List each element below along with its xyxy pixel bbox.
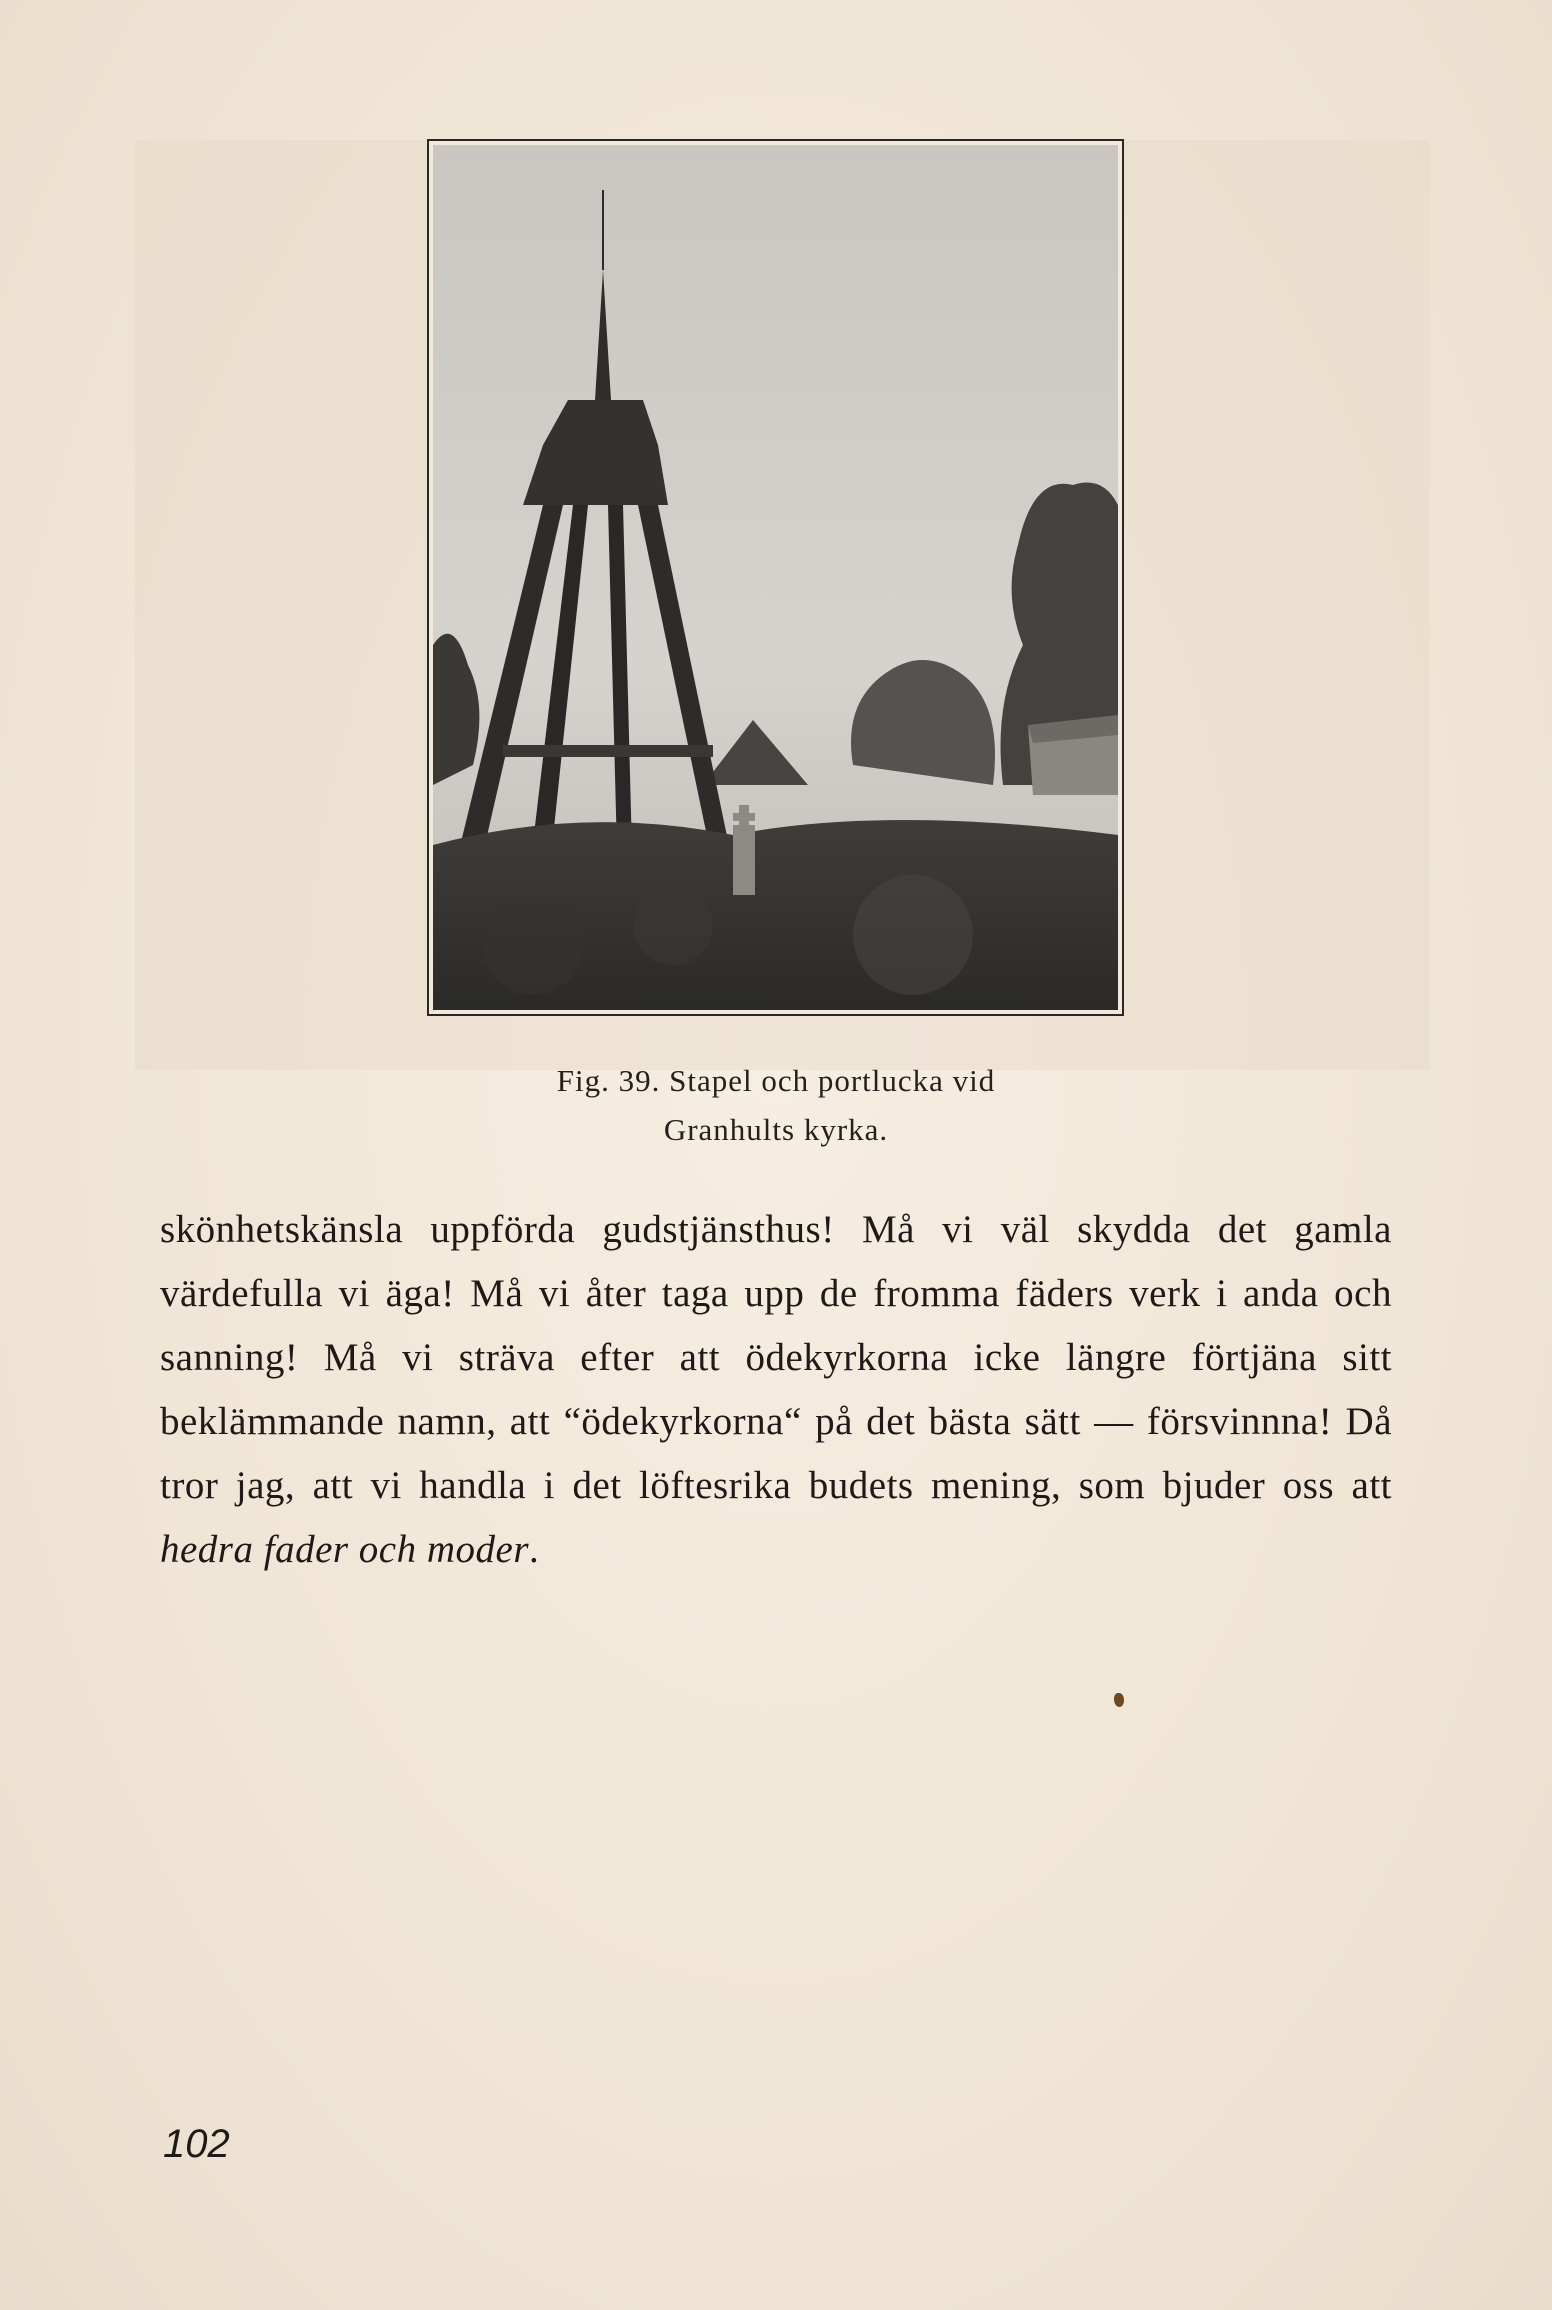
paper-stain [1114,1693,1124,1707]
body-text-plain: skönhetskänsla uppförda gudstjänsthus! Må vi väl skydda det gamla värdefulla vi äga! Må vi åter taga upp de fromma fäders verk i anda och sanning! Må vi sträva efter att ödekyrkorna icke längre förtjäna sitt beklämmande namn, att “ödekyrkorna“ på det bästa sätt — försvinnna! Då tror jag, att vi handla i det löftesrika budets mening, som bjuder oss att [160,1208,1392,1507]
bell-tower-photo [433,145,1118,1010]
page-number: 102 [163,2122,230,2166]
figure-photo [427,139,1124,1016]
body-text-italic: hedra fader och moder [160,1528,530,1571]
body-paragraph [160,1198,1392,1582]
figure-caption-line-2: Granhults kyrka. [663,1112,889,1147]
body-text-end: . [529,1528,540,1571]
figure-caption-line-1: Fig. 39. Stapel och portlucka vid [556,1063,996,1098]
